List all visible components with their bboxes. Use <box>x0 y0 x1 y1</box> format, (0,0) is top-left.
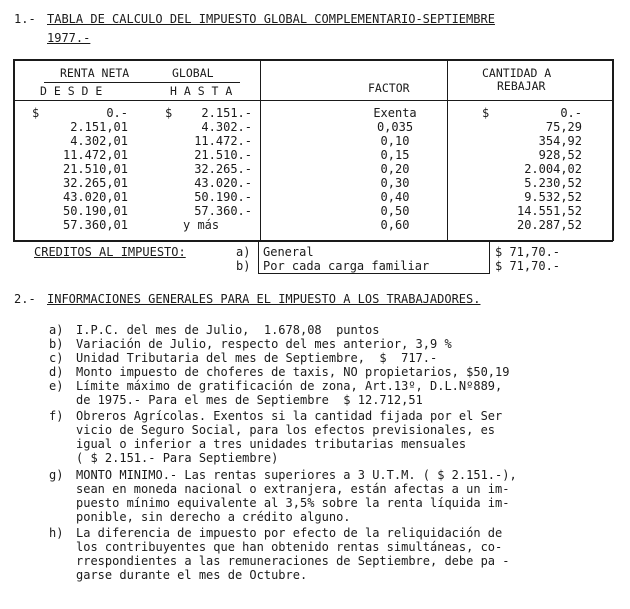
column-divider-2 <box>447 59 448 241</box>
item-letter: e) <box>49 379 64 393</box>
table-border-bottom <box>13 240 613 242</box>
item-text: Obreros Agrícolas. Exentos si la cantidad fijada por el Ser <box>76 409 503 423</box>
credito-label: Por cada carga familiar <box>263 259 430 273</box>
header-divider <box>13 100 613 101</box>
cell-desde: 2.151,01 <box>70 120 128 134</box>
cell-rebajar: 0.- <box>560 106 582 120</box>
cell-factor: 0,035 <box>376 120 414 134</box>
credito-amount: $ 71,70.- <box>495 245 561 259</box>
item-text: de 1975.- Para el mes de Septiembre $ 12.712,51 <box>76 393 423 407</box>
cell-desde: 32.265,01 <box>62 176 128 190</box>
item-text: los contribuyentes que han obtenido rentas simultáneas, co- <box>76 540 503 554</box>
section-1-title: TABLA DE CALCULO DEL IMPUESTO GLOBAL COMPLEMENTARIO-SEPTIEMBRE <box>47 12 495 26</box>
creditos-divider-left <box>258 242 259 274</box>
item-text: rrespondientes a las remuneraciones de Septiembre, debe pa - <box>76 554 510 568</box>
header-hasta: H A S T A <box>170 84 233 98</box>
cell-factor: 0,60 <box>380 218 410 232</box>
column-divider-1 <box>260 59 261 241</box>
item-text: ( $ 2.151.- Para Septiembre) <box>76 451 279 465</box>
cell-hasta: 21.510.- <box>194 148 252 162</box>
item-text: Límite máximo de gratificación de zona, Art.13º, D.L.Nº889, <box>76 379 503 393</box>
item-text: garse durante el mes de Octubre. <box>76 568 308 582</box>
renta-underline <box>44 82 240 83</box>
cell-hasta: 11.472.- <box>194 134 252 148</box>
item-text: sean en moneda nacional o extranjera, están afectas a un im- <box>76 482 510 496</box>
item-letter: c) <box>49 351 64 365</box>
item-text: Unidad Tributaria del mes de Septiembre, $ 717.- <box>76 351 438 365</box>
credito-label: General <box>263 245 314 259</box>
cell-rebajar: 14.551,52 <box>516 204 582 218</box>
section-1-title-cont: 1977.- <box>47 31 91 45</box>
item-text: puesto mínimo equivalente al 3,5% sobre la renta líquida im- <box>76 496 510 510</box>
cell-hasta: y más <box>183 218 220 232</box>
section-2-number: 2.- <box>14 292 36 306</box>
header-rebajar: REBAJAR <box>497 79 546 93</box>
cell-desde: 21.510,01 <box>62 162 128 176</box>
cell-rebajar: 20.287,52 <box>516 218 582 232</box>
cell-hasta: 57.360.- <box>194 204 252 218</box>
item-text: igual o inferior a tres unidades tributarias mensuales <box>76 437 467 451</box>
creditos-label: CREDITOS AL IMPUESTO: <box>34 245 186 259</box>
section-1-number: 1.- <box>14 12 36 26</box>
item-letter: d) <box>49 365 64 379</box>
cell-hasta: 32.265.- <box>194 162 252 176</box>
cell-factor: 0,40 <box>380 190 410 204</box>
cell-desde: 57.360,01 <box>62 218 128 232</box>
cell-factor: 0,15 <box>380 148 410 162</box>
cell-desde: 50.190,01 <box>62 204 128 218</box>
credito-letter: a) <box>236 245 251 259</box>
cell-rebajar: 75,29 <box>545 120 582 134</box>
cell-desde: 0.- <box>106 106 128 120</box>
header-desde: D E S D E <box>40 84 103 98</box>
table-border-top <box>13 59 613 61</box>
credito-letter: b) <box>236 259 251 273</box>
cell-rebajar: 9.532,52 <box>524 190 582 204</box>
table-border-left <box>13 59 15 241</box>
item-text: MONTO MINIMO.- Las rentas superiores a 3 U.T.M. ( $ 2.151.-), <box>76 468 517 482</box>
cell-desde: 4.302,01 <box>70 134 128 148</box>
item-letter: f) <box>49 409 64 423</box>
cell-hasta: 43.020.- <box>194 176 252 190</box>
section-2-title: INFORMACIONES GENERALES PARA EL IMPUESTO A LOS TRABAJADORES. <box>47 292 481 306</box>
cell-factor: 0,50 <box>380 204 410 218</box>
cell-hasta: 2.151.- <box>201 106 252 120</box>
cell-hasta: 50.190.- <box>194 190 252 204</box>
header-renta-neta: RENTA NETA <box>60 66 130 80</box>
item-letter: h) <box>49 526 64 540</box>
item-text: I.P.C. del mes de Julio, 1.678,08 puntos <box>76 323 380 337</box>
item-text: Monto impuesto de choferes de taxis, NO propietarios, $50,19 <box>76 365 510 379</box>
item-text: ponible, sin derecho a crédito alguno. <box>76 510 351 524</box>
cell-factor: Exenta <box>373 106 417 120</box>
currency-sign: $ <box>482 106 490 120</box>
cell-factor: 0,10 <box>380 134 410 148</box>
cell-rebajar: 928,52 <box>538 148 582 162</box>
creditos-bottom <box>258 273 490 274</box>
cell-factor: 0,30 <box>380 176 410 190</box>
cell-hasta: 4.302.- <box>201 120 252 134</box>
header-factor: FACTOR <box>368 81 410 95</box>
cell-rebajar: 354,92 <box>538 134 582 148</box>
table-border-right <box>612 59 614 241</box>
header-cantidad: CANTIDAD A <box>482 66 552 80</box>
cell-desde: 11.472,01 <box>62 148 128 162</box>
credito-amount: $ 71,70.- <box>495 259 561 273</box>
item-text: La diferencia de impuesto por efecto de la reliquidación de <box>76 526 503 540</box>
cell-desde: 43.020,01 <box>62 190 128 204</box>
item-letter: a) <box>49 323 64 337</box>
cell-rebajar: 5.230,52 <box>524 176 582 190</box>
currency-sign: $ <box>165 106 173 120</box>
item-letter: b) <box>49 337 64 351</box>
item-text: vicio de Seguro Social, para los efectos previsionales, es <box>76 423 496 437</box>
creditos-divider-right <box>489 242 490 274</box>
currency-sign: $ <box>32 106 40 120</box>
header-global: GLOBAL <box>172 66 214 80</box>
cell-rebajar: 2.004,02 <box>524 162 582 176</box>
item-letter: g) <box>49 468 64 482</box>
item-text: Variación de Julio, respecto del mes anterior, 3,9 % <box>76 337 452 351</box>
cell-factor: 0,20 <box>380 162 410 176</box>
